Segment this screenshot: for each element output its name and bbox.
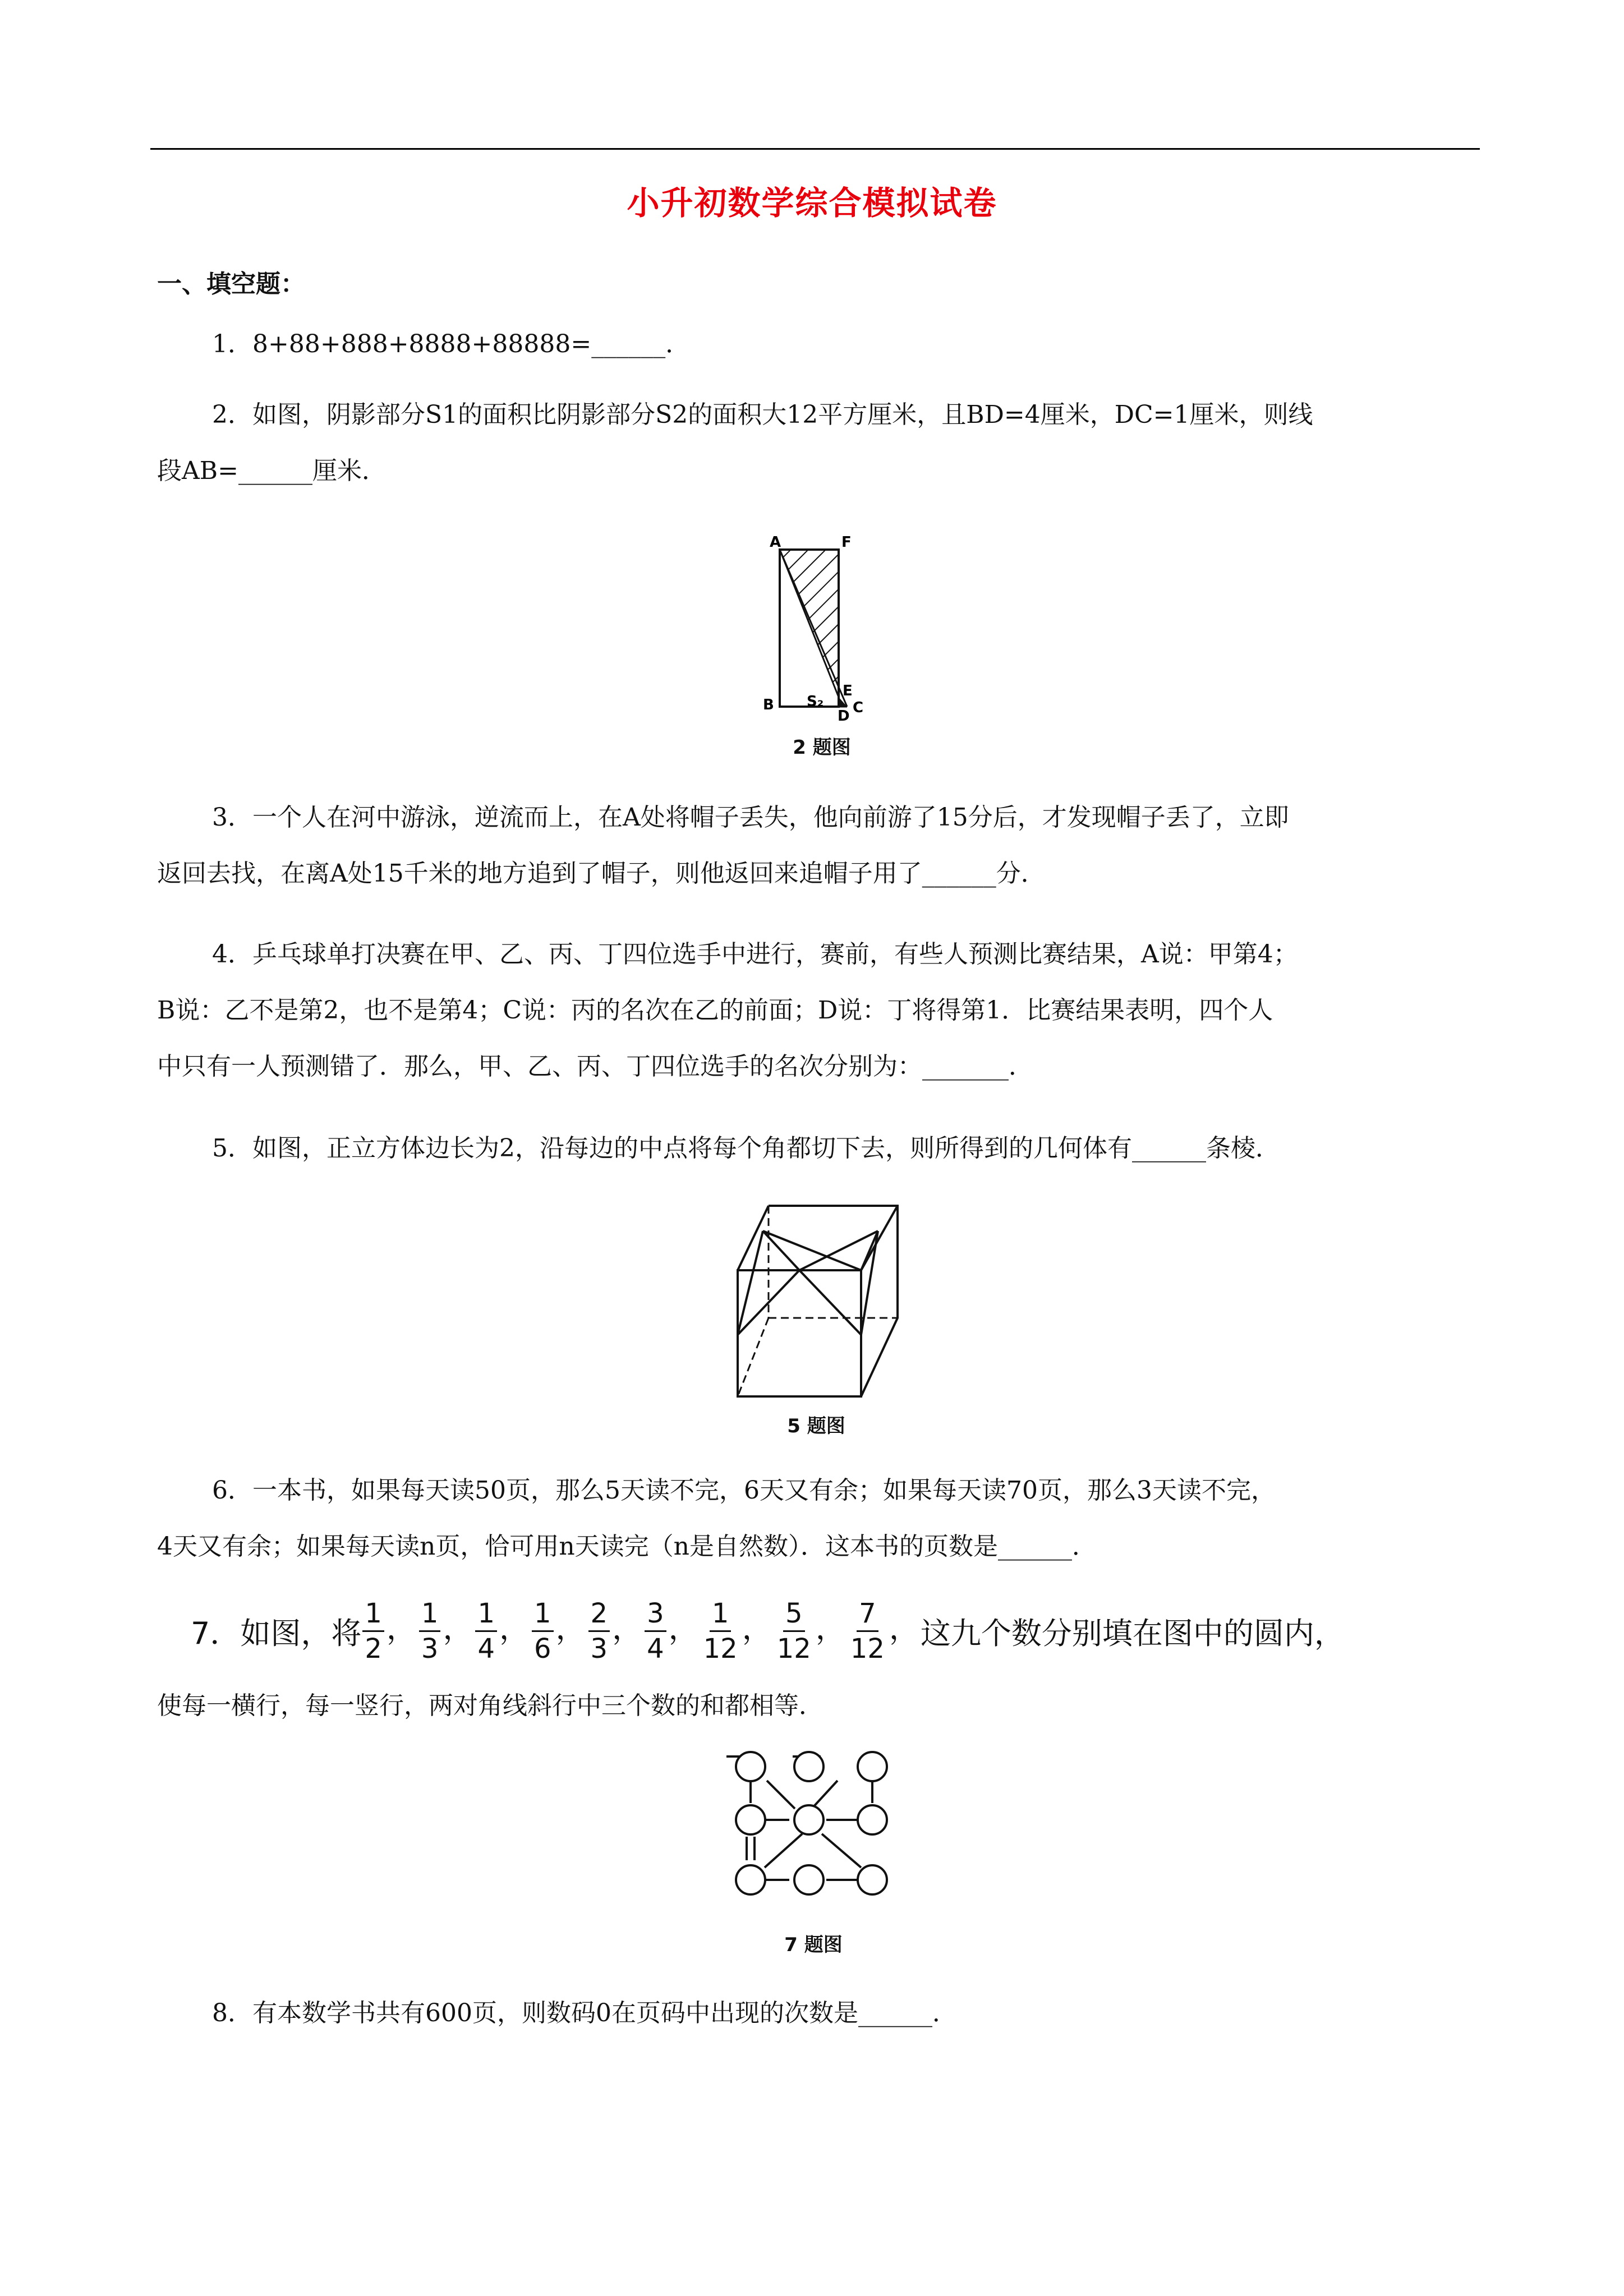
circle-r2c3 (858, 1805, 887, 1834)
question-4 (157, 926, 1473, 1095)
question-4-line-1: 4．乒乓球单打决赛在甲、乙、丙、丁四位选手中进行，赛前，有些人预测比赛结果，A说：甲第4； (212, 940, 1298, 969)
fraction-4 (532, 1597, 554, 1665)
figure-2 (757, 530, 886, 723)
fraction-separator: ， (815, 1610, 846, 1646)
figure-2-diagram (757, 530, 886, 721)
circle-r3c3 (858, 1865, 887, 1894)
question-7-prefix: 7．如图，将 (191, 1615, 362, 1651)
circle-r1c2 (794, 1752, 823, 1781)
fraction-separator: ， (386, 1610, 417, 1646)
fraction-separator: ， (742, 1610, 772, 1646)
fraction-1 (362, 1597, 384, 1665)
fraction-3 (475, 1597, 497, 1665)
fraction-denominator: 6 (534, 1633, 551, 1665)
question-6 (157, 1463, 1473, 1575)
fraction-numerator: 1 (532, 1600, 554, 1632)
fraction-denominator: 4 (477, 1633, 495, 1665)
fraction-numerator: 1 (419, 1600, 441, 1632)
question-3 (157, 790, 1473, 902)
circle-r3c1 (736, 1865, 765, 1894)
header-rule (150, 148, 1480, 150)
question-5 (157, 1121, 1473, 1177)
fraction-9 (848, 1597, 887, 1665)
figure-7 (721, 1750, 900, 1920)
figure-5 (729, 1200, 914, 1410)
circle-r2c1 (736, 1805, 765, 1834)
fraction-numerator: 1 (362, 1600, 384, 1632)
fraction-separator: ， (443, 1610, 473, 1646)
label-s2: S₂ (807, 693, 824, 710)
question-7-suffix: 这九个数分别填在图中的圆内， (920, 1615, 1345, 1651)
label-f: F (841, 534, 852, 551)
fraction-separator: ， (612, 1610, 643, 1646)
question-2-line-1: 2．如图，阴影部分S1的面积比阴影部分S2的面积大12平方厘米，且BD=4厘米，DC=1厘米，则线 (212, 400, 1313, 429)
fraction-denominator: 12 (850, 1633, 885, 1665)
fraction-denominator: 3 (421, 1633, 439, 1665)
fraction-numerator: 2 (588, 1600, 610, 1632)
fraction-denominator: 2 (365, 1633, 382, 1665)
fraction-separator: ， (555, 1610, 586, 1646)
fraction-separator: ， (668, 1610, 699, 1646)
page-title: 小升初数学综合模拟试卷 (627, 184, 997, 222)
fraction-numerator: 7 (857, 1600, 878, 1632)
section-heading: 一、填空题： (157, 270, 305, 298)
question-7-fraction-list (361, 1597, 921, 1665)
cut-line-7 (861, 1231, 878, 1335)
question-7-line-2: 使每一横行，每一竖行，两对角线斜行中三个数的和都相等． (157, 1691, 823, 1720)
cut-line-3 (738, 1231, 763, 1335)
fraction-denominator: 3 (590, 1633, 608, 1665)
fraction-numerator: 1 (710, 1600, 732, 1632)
cube-front-face (738, 1270, 861, 1396)
fraction-numerator: 5 (783, 1600, 805, 1632)
cube-top-left-edge (738, 1206, 769, 1270)
figure-7-circle-grid (721, 1750, 900, 1918)
question-6-line-2: 4天又有余；如果每天读n页，恰可用n天读完（n是自然数）．这本书的页数是______． (157, 1532, 1097, 1561)
label-e: E (843, 683, 853, 699)
question-2-line-2: 段AB=______厘米． (157, 457, 387, 485)
fraction-2 (419, 1597, 441, 1665)
fraction-separator: ， (499, 1610, 530, 1646)
connector-diag-4 (822, 1834, 861, 1868)
question-4-line-3: 中只有一人预测错了．那么，甲、乙、丙、丁四位选手的名次分别为：_______． (157, 1052, 1033, 1081)
question-3-line-1: 3．一个人在河中游泳，逆流而上，在A处将帽子丢失，他向前游了15分后，才发现帽子丢了，立即 (212, 803, 1289, 832)
fraction-numerator: 3 (645, 1600, 666, 1632)
circle-r2c2 (794, 1805, 823, 1834)
cube-top-right-edge (861, 1206, 898, 1270)
question-6-line-1: 6．一本书，如果每天读50页，那么5天读不完，6天又有余；如果每天读70页，那么3天读不完， (212, 1476, 1276, 1505)
label-b: B (763, 697, 774, 713)
connector-diag-1 (767, 1781, 795, 1809)
figure-5-cube (729, 1200, 914, 1408)
question-8 (157, 1985, 1473, 2041)
circle-r1c3 (858, 1752, 887, 1781)
question-1 (157, 316, 1473, 372)
question-8-text: 8．有本数学书共有600页，则数码0在页码中出现的次数是______． (212, 1999, 957, 2027)
cut-line-9 (799, 1270, 861, 1335)
figure-5-caption: 5 题图 (787, 1415, 845, 1437)
circle-r3c2 (794, 1865, 823, 1894)
fraction-numerator: 1 (475, 1600, 497, 1632)
label-a: A (770, 534, 781, 551)
fraction-7 (701, 1597, 740, 1665)
label-d: D (838, 708, 850, 721)
question-4-line-2: B说：乙不是第2，也不是第4；C说：丙的名次在乙的前面；D说：丁将得第1．比赛结果表明，四个人 (157, 996, 1273, 1025)
circle-r1c1 (736, 1752, 765, 1781)
figure-2-caption: 2 题图 (793, 736, 851, 759)
connector-diag-2 (812, 1781, 838, 1809)
question-7 (157, 1678, 1473, 1734)
question-2 (157, 387, 1473, 499)
question-3-line-2: 返回去找，在离A处15千米的地方追到了帽子，则他返回来追帽子用了______分． (157, 859, 1046, 888)
label-c: C (853, 699, 864, 716)
fraction-separator: ， (889, 1610, 919, 1646)
fraction-denominator: 12 (703, 1633, 738, 1665)
fraction-denominator: 12 (776, 1633, 811, 1665)
question-5-text: 5．如图，正立方体边长为2，沿每边的中点将每个角都切下去，则所得到的几何体有______条棱． (212, 1134, 1280, 1163)
figure-7-caption: 7 题图 (784, 1934, 843, 1956)
question-1-text: 1．8+88+888+8888+88888=______． (212, 330, 691, 358)
fraction-8 (775, 1597, 813, 1665)
fraction-6 (645, 1597, 666, 1665)
connector-diag-3 (765, 1834, 802, 1868)
fraction-denominator: 4 (647, 1633, 664, 1665)
question-7-heading (191, 1592, 1345, 1670)
fraction-5 (588, 1597, 610, 1665)
